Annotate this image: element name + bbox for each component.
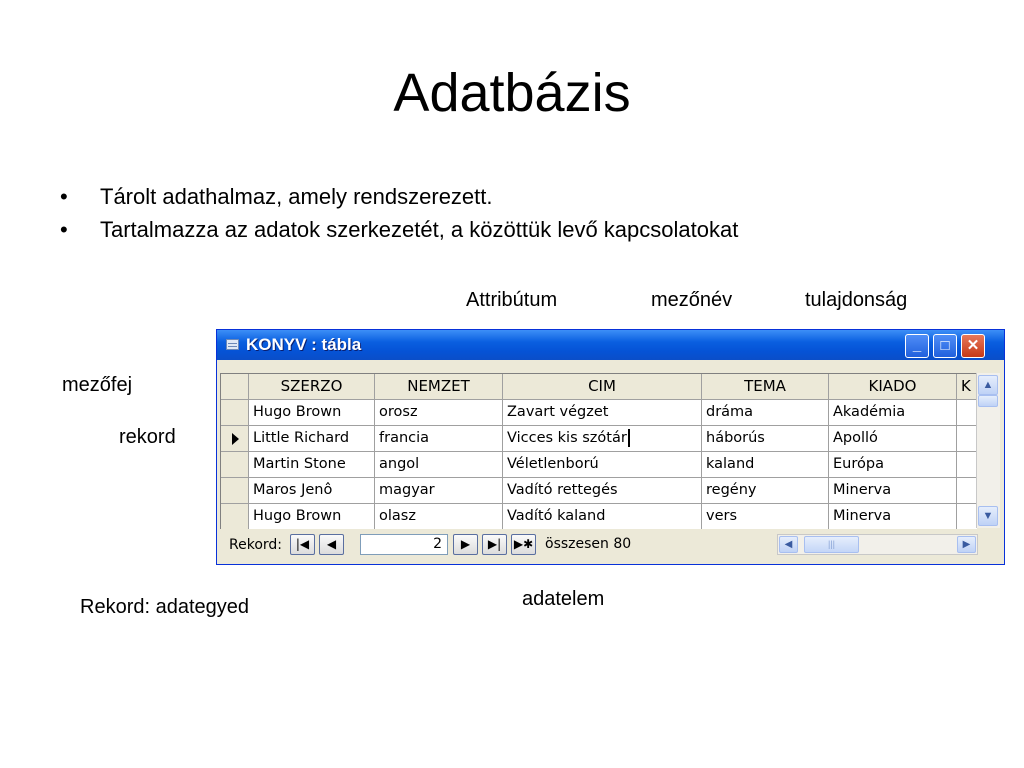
record-selector[interactable]	[221, 478, 249, 504]
annotation-field-name: mezőnév	[651, 289, 733, 311]
table-cell[interactable]: magyar	[375, 478, 503, 504]
last-record-icon: ▶|	[487, 537, 502, 551]
table-cell-editing[interactable]	[503, 426, 702, 452]
last-record-button[interactable]	[482, 534, 507, 555]
record-label: Rekord:	[229, 537, 282, 553]
table-cell[interactable]: vers	[702, 504, 829, 529]
window-titlebar[interactable]	[217, 330, 1004, 360]
current-record-icon	[232, 433, 239, 445]
bullet-item: • Tartalmazza az adatok szerkezetét, a közöttük levő kapcsolatokat	[58, 213, 738, 246]
column-header[interactable]: CIM	[503, 374, 702, 400]
record-selector[interactable]	[221, 504, 249, 529]
horizontal-scroll-thumb[interactable]: |||	[804, 536, 859, 553]
scroll-thumb[interactable]	[978, 395, 998, 407]
first-record-button[interactable]	[290, 534, 315, 555]
first-record-icon: |◀	[295, 537, 310, 551]
table-cell[interactable]	[957, 426, 977, 452]
window-title: KONYV : tábla	[246, 335, 362, 354]
record-navigation-bar	[220, 531, 1000, 559]
minimize-icon: _	[912, 337, 922, 354]
horizontal-scrollbar[interactable]	[777, 534, 978, 555]
column-header[interactable]: K	[957, 374, 977, 400]
table-cell[interactable]: Európa	[829, 452, 957, 478]
cell-text: Vicces kis szótár	[507, 430, 627, 446]
annotation-record-definition: Rekord: adategyed	[80, 596, 250, 618]
vertical-scrollbar[interactable]	[976, 373, 1000, 528]
next-record-icon: ▶	[460, 537, 471, 551]
new-record-icon: ▶✱	[513, 537, 534, 551]
record-selector[interactable]	[221, 452, 249, 478]
next-record-button[interactable]	[453, 534, 478, 555]
bullet-list	[58, 180, 738, 246]
table-cell[interactable]: háborús	[702, 426, 829, 452]
slide-title: Adatbázis	[393, 63, 631, 123]
table-cell[interactable]: Hugo Brown	[249, 400, 375, 426]
chevron-down-icon: ▼	[982, 510, 994, 522]
annotation-data-item: adatelem	[522, 588, 605, 610]
table-cell[interactable]: Vadító rettegés	[503, 478, 702, 504]
scroll-up-button[interactable]	[978, 375, 998, 395]
column-header[interactable]: KIADO	[829, 374, 957, 400]
table-cell[interactable]: Véletlenború	[503, 452, 702, 478]
record-selector[interactable]	[221, 400, 249, 426]
chevron-right-icon: ▶	[962, 539, 971, 550]
scroll-right-button[interactable]	[957, 536, 976, 553]
table-cell[interactable]	[957, 478, 977, 504]
table-row-current[interactable]	[221, 426, 977, 452]
table-cell[interactable]: Minerva	[829, 478, 957, 504]
close-button[interactable]	[961, 334, 985, 358]
table-row[interactable]	[221, 478, 977, 504]
column-header[interactable]: TEMA	[702, 374, 829, 400]
table-cell[interactable]: Zavart végzet	[503, 400, 702, 426]
datasheet-grid	[220, 373, 977, 529]
table-cell[interactable]: Hugo Brown	[249, 504, 375, 529]
table-cell[interactable]: orosz	[375, 400, 503, 426]
table-cell[interactable]: Maros Jenô	[249, 478, 375, 504]
prev-record-icon: ◀	[326, 537, 337, 551]
record-total: összesen 80	[545, 536, 632, 552]
table-window	[216, 329, 1005, 565]
table-cell[interactable]: Minerva	[829, 504, 957, 529]
chevron-up-icon: ▲	[982, 379, 994, 391]
scroll-left-button[interactable]	[779, 536, 798, 553]
table-cell[interactable]	[957, 452, 977, 478]
current-record-input[interactable]: 2	[360, 534, 448, 555]
column-header[interactable]: NEMZET	[375, 374, 503, 400]
table-cell[interactable]: olasz	[375, 504, 503, 529]
table-row[interactable]	[221, 452, 977, 478]
table-row[interactable]	[221, 504, 977, 529]
maximize-button[interactable]	[933, 334, 957, 358]
chevron-left-icon: ◀	[784, 539, 793, 550]
table-cell[interactable]: Apolló	[829, 426, 957, 452]
table-cell[interactable]: Little Richard	[249, 426, 375, 452]
table-cell[interactable]: Martin Stone	[249, 452, 375, 478]
maximize-icon: □	[940, 337, 950, 354]
table-cell[interactable]	[957, 400, 977, 426]
table-icon	[226, 339, 239, 350]
record-selector[interactable]	[221, 426, 249, 452]
table-cell[interactable]	[957, 504, 977, 529]
table-cell[interactable]: regény	[702, 478, 829, 504]
table-cell[interactable]: Akadémia	[829, 400, 957, 426]
table-cell[interactable]: angol	[375, 452, 503, 478]
table-cell[interactable]: kaland	[702, 452, 829, 478]
scroll-down-button[interactable]	[978, 506, 998, 526]
new-record-button[interactable]	[511, 534, 536, 555]
minimize-button[interactable]	[905, 334, 929, 358]
table-cell[interactable]: francia	[375, 426, 503, 452]
header-row	[221, 374, 977, 400]
annotation-property: tulajdonság	[805, 289, 908, 311]
annotation-attribute: Attribútum	[466, 289, 558, 311]
column-header[interactable]: SZERZO	[249, 374, 375, 400]
table-cell[interactable]: Vadító kaland	[503, 504, 702, 529]
close-icon: ✕	[966, 337, 980, 354]
select-all-corner[interactable]	[221, 374, 249, 400]
prev-record-button[interactable]	[319, 534, 344, 555]
table-cell[interactable]: dráma	[702, 400, 829, 426]
text-caret	[628, 429, 630, 447]
table-row[interactable]	[221, 400, 977, 426]
bullet-item: • Tárolt adathalmaz, amely rendszerezett.	[58, 180, 738, 213]
annotation-record: rekord	[119, 426, 176, 448]
annotation-field-header: mezőfej	[62, 374, 133, 396]
